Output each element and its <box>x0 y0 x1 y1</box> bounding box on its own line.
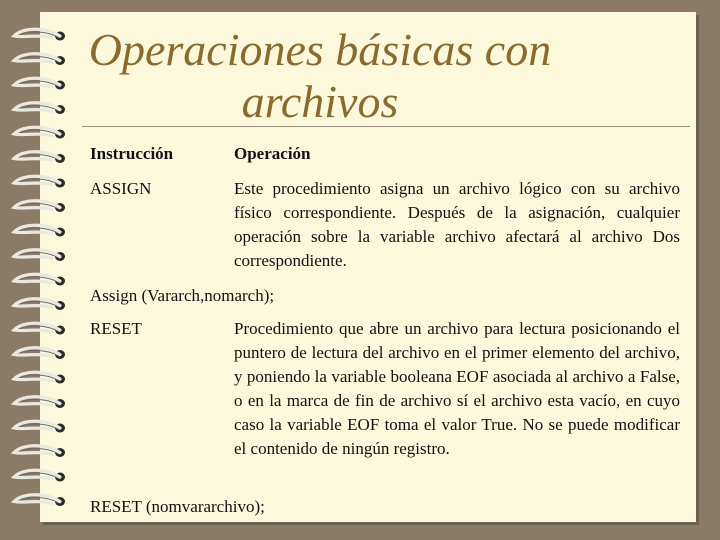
spiral-ring <box>14 397 65 408</box>
spiral-ring <box>14 201 65 212</box>
spiral-ring <box>14 348 65 359</box>
spiral-ring <box>14 372 65 383</box>
spiral-ring <box>14 103 65 114</box>
spiral-ring <box>14 421 65 432</box>
spiral-ring <box>14 54 65 65</box>
header-operacion: Operación <box>234 144 311 163</box>
description-assign: Este procedimiento asigna un archivo lógico con su archivo físico correspondiente. Después de la asignación, cualquier operación sobre la variable archivo afectará al archivo Dos correspondiente. <box>234 179 680 270</box>
spiral-ring <box>14 78 65 89</box>
spiral-ring <box>14 176 65 187</box>
spiral-ring <box>14 470 65 481</box>
example-assign: Assign (Vararch,nomarch); <box>90 286 275 305</box>
spiral-ring <box>14 29 65 40</box>
spiral-ring <box>14 152 65 163</box>
instruction-assign: ASSIGN <box>90 179 152 198</box>
header-instruccion: Instrucción <box>90 144 174 163</box>
spiral-ring <box>14 495 65 506</box>
example-reset: RESET (nomvararchivo); <box>90 497 265 516</box>
title-divider <box>82 126 690 127</box>
spiral-ring <box>14 446 65 457</box>
spiral-ring <box>14 274 65 285</box>
spiral-ring <box>14 127 65 138</box>
instruction-reset: RESET <box>90 319 142 338</box>
spiral-ring <box>14 225 65 236</box>
description-reset: Procedimiento que abre un archivo para lectura posicionando el puntero de lectura del archivo en el primer elemento del archivo, y poniendo la variable booleana EOF asociada al archivo a False, o en la marca de fin de archivo sí el archivo esta vacío, en cuyo caso la variable EOF toma el valor True. No se puede modificar el contenido de ningún registro. <box>234 319 680 458</box>
spiral-ring <box>14 323 65 334</box>
slide-title: Operaciones básicas con archivos <box>88 24 552 127</box>
spiral-ring <box>14 299 65 310</box>
spiral-ring <box>14 250 65 261</box>
